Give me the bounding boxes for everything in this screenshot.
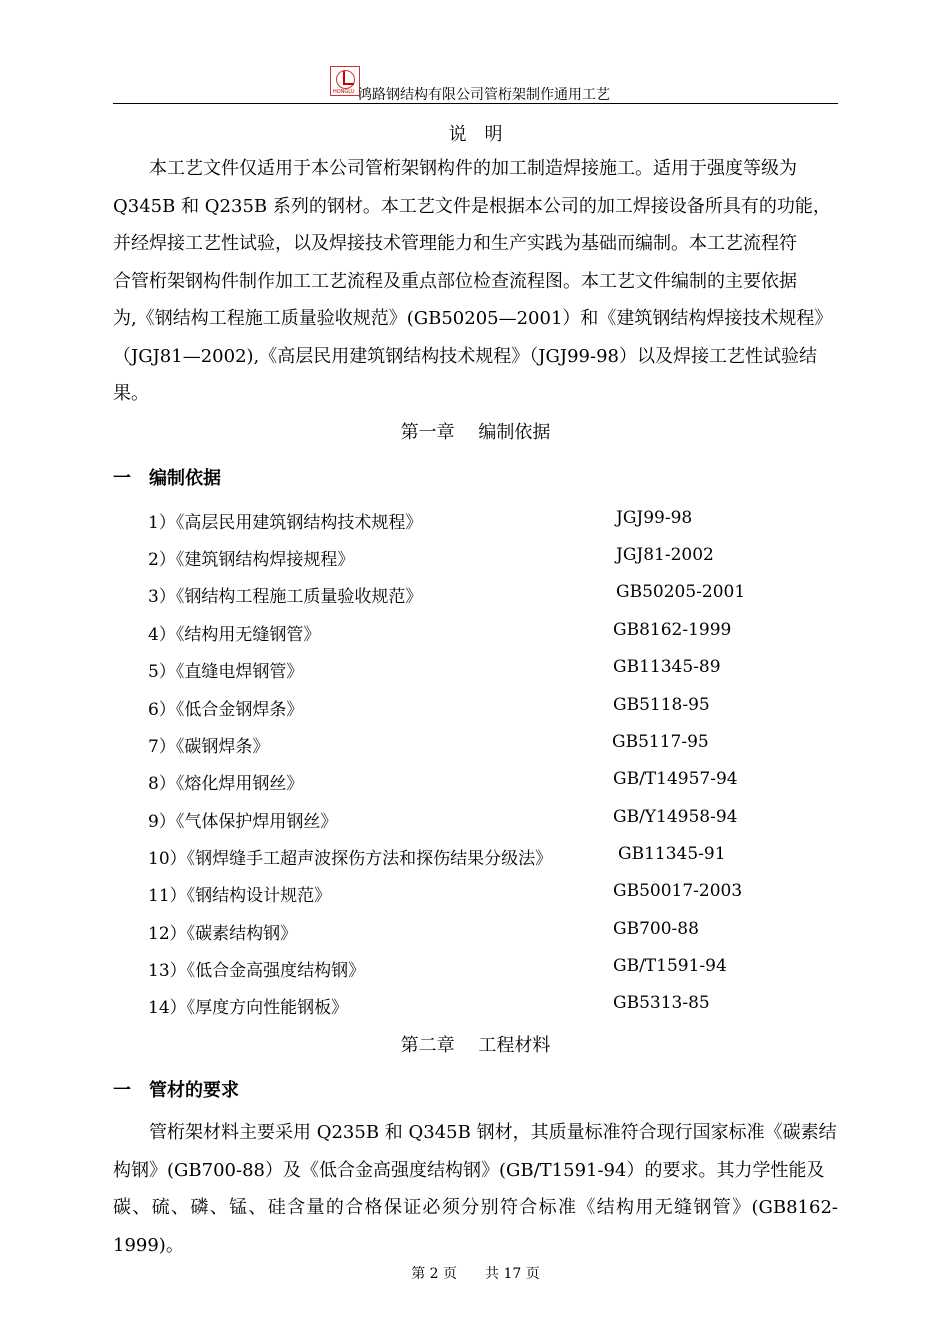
chapter2-section-heading: 一 管材的要求 [113,1080,239,1101]
intro-line: 并经焊接工艺性试验，以及焊接技术管理能力和生产实践为基础而编制。本工艺流程符 [113,233,797,254]
logo-circle [336,70,355,89]
reference-item: 13）《低合金高强度结构钢》 [148,961,366,981]
page-footer: 第 2 页 共 17 页 [411,1266,540,1282]
reference-code: GB5117-95 [612,732,709,752]
chapter2-paragraph [113,1114,838,1264]
company-logo [330,66,360,96]
reference-item: 10）《钢焊缝手工超声波探伤方法和探伤结果分级法》 [148,849,553,869]
logo-text: HONGLU [333,89,355,95]
reference-code: GB700-88 [613,919,699,939]
reference-code: GB11345-91 [618,844,726,864]
reference-code: JGJ81-2002 [616,545,714,565]
reference-item: 4）《结构用无缝钢管》 [148,625,321,645]
reference-code: GB/T1591-94 [613,956,727,976]
reference-item: 9）《气体保护焊用钢丝》 [148,812,338,832]
reference-code: GB/Y14958-94 [613,807,738,827]
reference-item: 11）《钢结构设计规范》 [148,886,332,906]
intro-line: （JGJ81—2002),《高层民用建筑钢结构技术规程》（JGJ99-98）以及焊接工艺性试验结 [113,345,817,367]
intro-line: 本工艺文件仅适用于本公司管桁架钢构件的加工制造焊接施工。适用于强度等级为 [113,158,797,179]
header-title: 鸿路钢结构有限公司管桁架制作通用工艺 [358,87,610,103]
chapter2-line: 构钢》(GB700-88）及《低合金高强度结构钢》(GB/T1591-94）的要求。其力学性能及 [113,1159,825,1181]
reference-code: GB/T14957-94 [613,769,738,789]
reference-code: GB5313-85 [613,993,710,1013]
intro-line: Q345B 和 Q235B 系列的钢材。本工艺文件是根据本公司的加工焊接设备所具有的功能， [113,195,831,217]
reference-item: 8）《熔化焊用钢丝》 [148,774,304,794]
chapter1-title: 第一章 编制依据 [400,422,551,443]
reference-item: 2）《建筑钢结构焊接规程》 [148,550,355,570]
logo-mark-horizontal [343,83,354,85]
intro-line: 合管桁架钢构件制作加工工艺流程及重点部位检查流程图。本工艺文件编制的主要依据 [113,270,797,292]
intro-heading: 说 明 [448,124,503,145]
intro-line: 果。 [113,383,149,404]
reference-code: JGJ99-98 [616,508,693,528]
reference-item: 12）《碳素结构钢》 [148,924,298,944]
reference-item: 14）《厚度方向性能钢板》 [148,998,349,1018]
reference-code: GB50205-2001 [616,582,746,602]
chapter1-section-heading: 一 编制依据 [113,468,221,489]
header-rule [113,103,838,104]
reference-item: 3）《钢结构工程施工质量验收规范》 [148,587,423,607]
intro-line: 为,《钢结构工程施工质量验收规范》(GB50205—2001）和《建筑钢结构焊接技术规程》 [113,308,833,329]
chapter2-line: 碳、硫、磷、锰、硅含量的合格保证必须分别符合标准《结构用无缝钢管》(GB8162-1999)。 [113,1197,838,1256]
reference-code: GB50017-2003 [613,881,743,901]
intro-paragraph [113,150,838,413]
reference-code: GB5118-95 [613,695,710,715]
reference-code: GB11345-89 [613,657,721,677]
page-header [330,66,660,103]
reference-item: 6）《低合金钢焊条》 [148,700,304,720]
reference-item: 7）《碳钢焊条》 [148,737,270,757]
reference-item: 5）《直缝电焊钢管》 [148,662,304,682]
chapter2-title: 第二章 工程材料 [400,1035,551,1056]
reference-item: 1）《高层民用建筑钢结构技术规程》 [148,513,423,533]
chapter2-line: 管桁架材料主要采用 Q235B 和 Q345B 钢材，其质量标准符合现行国家标准《碳素结 [113,1122,837,1143]
reference-code: GB8162-1999 [613,620,732,640]
